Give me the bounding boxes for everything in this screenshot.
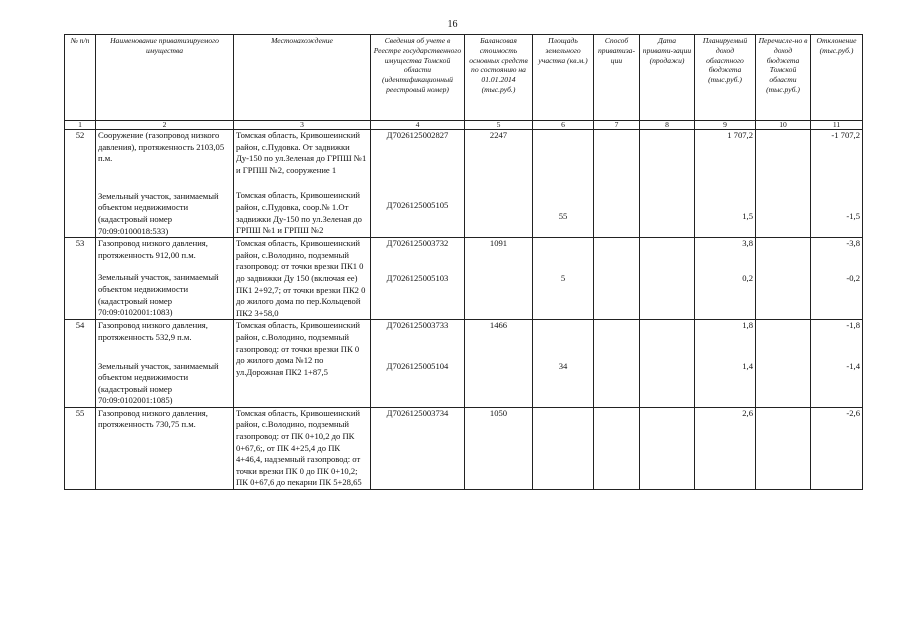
deviation-cell — [811, 238, 863, 320]
header-registry: Сведения об учете в Реестре государственного имущества Томской области (идентификационный реестровый номер) — [371, 35, 465, 121]
header-num: № п/п — [65, 35, 96, 121]
planned-income-cell — [695, 320, 756, 408]
privatization-table — [64, 34, 863, 490]
method-cell — [594, 320, 640, 408]
area-value: 5 — [560, 273, 566, 284]
object-location: Томская область, Кривошеинский район, с.Володино, подземный газопровод: от ПК 0+10,2 до ПК 0+67,6;, от ПК 4+25,4 до ПК 4+46,4, надземный газопровод: от точки врезки ПК 0 до ПК 0+10,2; ПК 0+67,6 до пекарни ПК 5+28,65 — [236, 407, 362, 488]
header-location: Местонахождение — [234, 35, 371, 121]
date-cell — [640, 320, 695, 408]
deviation-value: -1 707,2 — [831, 130, 860, 140]
planned-income-cell — [695, 238, 756, 320]
land-plot-registry-number: Д7026125005104 — [386, 360, 449, 371]
balance-cell — [465, 130, 533, 238]
balance-value: 1466 — [489, 320, 508, 331]
object-registry-number: Д7026125003732 — [386, 238, 449, 249]
row-number: 55 — [65, 407, 96, 489]
location-cell — [234, 320, 371, 408]
planned-income-value: 0,2 — [742, 272, 753, 283]
planned-income-cell — [695, 130, 756, 238]
header-method: Способ приватиза-ции — [594, 35, 640, 121]
area-value: 34 — [558, 361, 568, 372]
location-cell — [234, 130, 371, 238]
deviation-value: -3,8 — [846, 238, 860, 249]
registry-cell — [371, 238, 465, 320]
deviation-value: -0,2 — [846, 272, 860, 283]
column-number-row — [65, 121, 863, 130]
col-number: 4 — [371, 121, 465, 130]
area-cell — [533, 407, 594, 489]
object-registry-number: Д7026125003734 — [386, 407, 449, 418]
balance-cell — [465, 320, 533, 408]
row-number: 54 — [65, 320, 96, 408]
land-plot-name: Земельный участок, занимаемый объектом недвижимости (кадастровый номер 70:09:0100018:533) — [98, 190, 219, 236]
method-cell — [594, 130, 640, 238]
page-number: 16 — [447, 19, 458, 30]
planned-income-value: 1 707,2 — [727, 130, 753, 140]
method-cell — [594, 238, 640, 320]
object-registry-number: Д7026125002827 — [386, 130, 449, 140]
table-row-52 — [65, 130, 863, 238]
date-cell — [640, 238, 695, 320]
land-plot-location: Томская область, Кривошеинский район, с.Пудовка, соор.№ 1.От задвижки Ду-150 по ул.Зеленая до ГРПШ №1 и ГРПШ №2 — [236, 190, 362, 236]
col-number: 10 — [756, 121, 811, 130]
deviation-value: -1,4 — [846, 360, 860, 371]
header-name: Наименование приватизируемого имущества — [96, 35, 234, 121]
registry-cell — [371, 320, 465, 408]
deviation-value: -1,8 — [846, 320, 860, 331]
object-name: Сооружение (газопровод низкого давления), протяженность 2103,05 п.м. — [98, 130, 225, 164]
deviation-value: -1,5 — [846, 210, 860, 221]
col-number: 11 — [811, 121, 863, 130]
land-plot-name: Земельный участок, занимаемый объектом недвижимости (кадастровый номер 70:09:0102001:1083) — [98, 272, 219, 318]
table-row-53 — [65, 238, 863, 320]
land-plot-name: Земельный участок, занимаемый объектом недвижимости (кадастровый номер 70:09:0102001:1085) — [98, 360, 219, 406]
location-cell — [234, 238, 371, 320]
transferred-cell — [756, 407, 811, 489]
col-number: 3 — [234, 121, 371, 130]
col-number: 6 — [533, 121, 594, 130]
header-date: Дата привати-зации (продажи) — [640, 35, 695, 121]
col-number: 9 — [695, 121, 756, 130]
object-name-cell — [96, 238, 234, 320]
registry-cell — [371, 407, 465, 489]
date-cell — [640, 130, 695, 238]
balance-value: 2247 — [489, 130, 508, 140]
col-number: 2 — [96, 121, 234, 130]
header-planned-income: Планируемый доход областного бюджета (тыс.руб.) — [695, 35, 756, 121]
planned-income-value: 1,5 — [742, 210, 753, 221]
object-location: Томская область, Кривошеинский район, с.Володино, подземный газопровод: от точки врезки ПК 0 до жилого дома №12 по ул.Дорожная ПК2 1+87,5 — [236, 320, 361, 377]
area-cell — [533, 238, 594, 320]
balance-value: 1091 — [489, 238, 508, 249]
col-number: 7 — [594, 121, 640, 130]
date-cell — [640, 407, 695, 489]
object-name: Газопровод низкого давления, протяженность 912,00 п.м. — [98, 238, 208, 260]
object-name: Газопровод низкого давления, протяженность 532,9 п.м. — [98, 320, 208, 342]
location-cell — [234, 407, 371, 489]
object-location: Томская область, Кривошеинский район, с.Пудовка. От задвижки Ду-150 по ул.Зеленая до ГРПШ №1 и ГРПШ №2, сооружение 1 — [236, 130, 367, 175]
table-row-55 — [65, 407, 863, 489]
area-cell — [533, 130, 594, 238]
header-area: Площадь земельного участка (кв.м.) — [533, 35, 594, 121]
land-plot-registry-number: Д7026125005103 — [386, 272, 449, 283]
deviation-cell — [811, 130, 863, 238]
col-number: 1 — [65, 121, 96, 130]
balance-cell — [465, 407, 533, 489]
balance-value: 1050 — [489, 407, 508, 418]
planned-income-value: 1,4 — [742, 360, 753, 371]
method-cell — [594, 407, 640, 489]
deviation-cell — [811, 407, 863, 489]
object-location: Томская область, Кривошеинский район, с.Володино, подземный газопровод: от точки врезки ПК1 0 до задвижки Ду 150 (включая ее) ПК1 2+92,7; от точки врезки ПК2 0 до жилого дома по пер.Кольцевой ПК2 3+58,0 — [236, 238, 366, 318]
land-plot-registry-number: Д7026125005105 — [386, 199, 449, 210]
area-cell — [533, 320, 594, 408]
table-row-54 — [65, 320, 863, 408]
transferred-cell — [756, 238, 811, 320]
transferred-cell — [756, 130, 811, 238]
header-balance: Балансовая стоимость основных средств по состоянию на 01.01.2014 (тыс.руб.) — [465, 35, 533, 121]
deviation-cell — [811, 320, 863, 408]
row-number: 52 — [65, 130, 96, 238]
balance-cell — [465, 238, 533, 320]
header-row — [65, 35, 863, 121]
row-number: 53 — [65, 238, 96, 320]
object-name-cell — [96, 320, 234, 408]
header-transferred: Перечисле-но в доход бюджета Томской области (тыс.руб.) — [756, 35, 811, 121]
col-number: 8 — [640, 121, 695, 130]
planned-income-value: 1,8 — [742, 320, 753, 331]
registry-cell — [371, 130, 465, 238]
planned-income-value: 2,6 — [742, 407, 753, 418]
object-name: Газопровод низкого давления, протяженность 730,75 п.м. — [98, 407, 208, 430]
header-deviation: Отклонение (тыс.руб.) — [811, 35, 863, 121]
transferred-cell — [756, 320, 811, 408]
deviation-value: -2,6 — [846, 407, 860, 418]
col-number: 5 — [465, 121, 533, 130]
planned-income-cell — [695, 407, 756, 489]
object-name-cell — [96, 130, 234, 238]
planned-income-value: 3,8 — [742, 238, 753, 249]
area-value: 55 — [558, 211, 568, 221]
object-name-cell — [96, 407, 234, 489]
object-registry-number: Д7026125003733 — [386, 320, 449, 331]
